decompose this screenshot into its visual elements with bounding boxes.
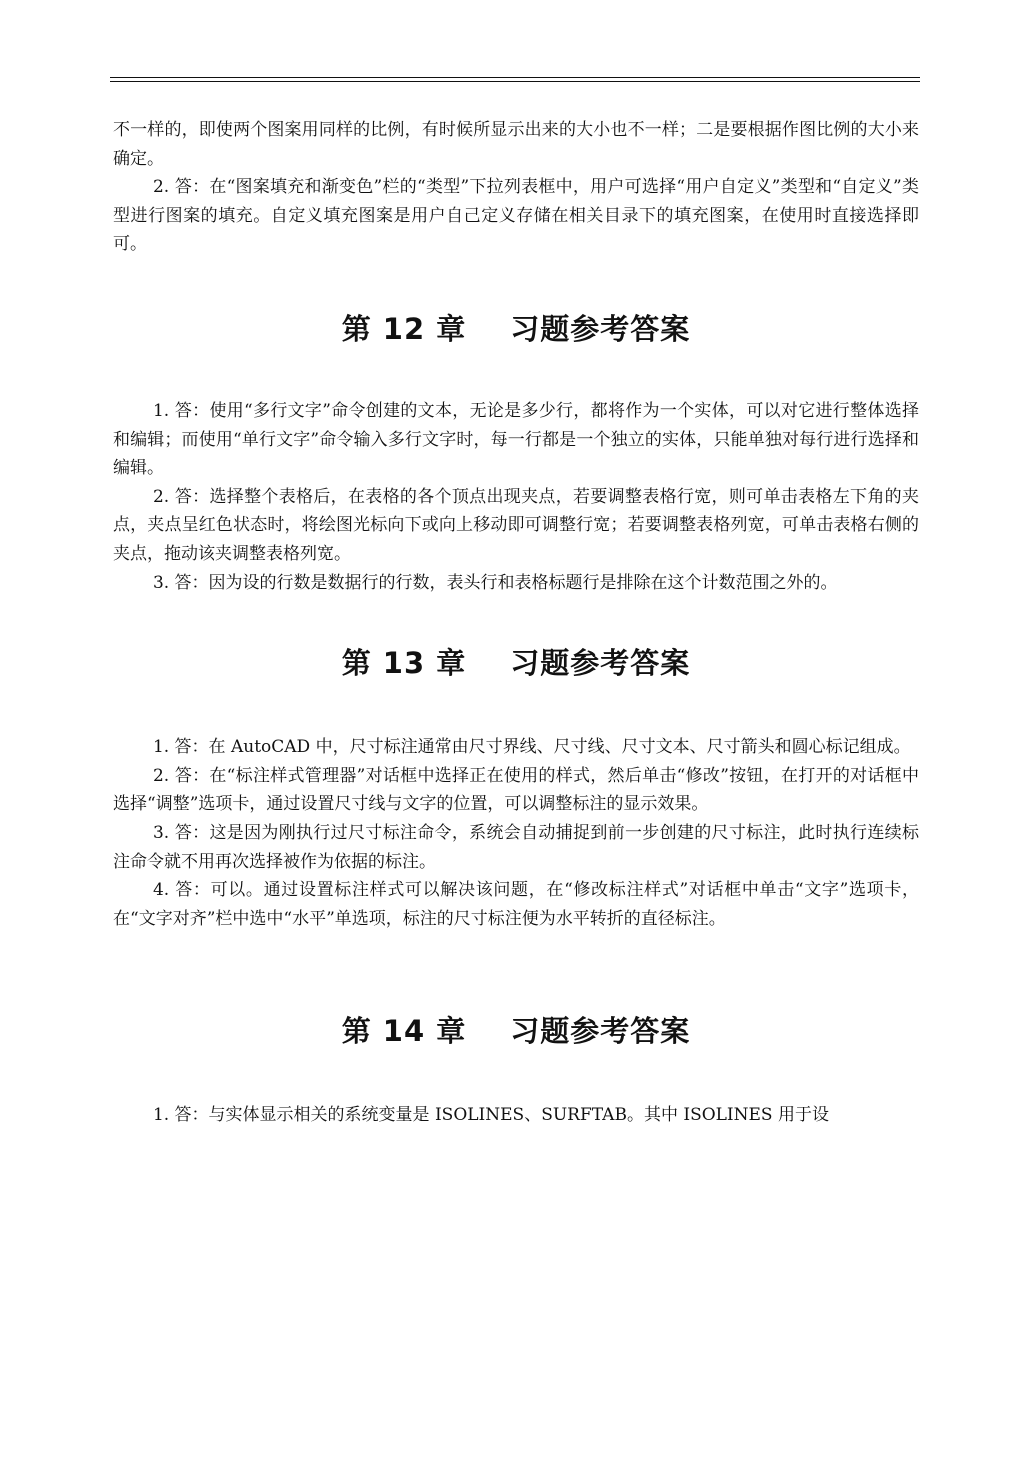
- intro-paragraph: 不一样的，即使两个图案用同样的比例，有时候所显示出来的大小也不一样；二是要根据作图比例的大小来确定。: [113, 120, 919, 169]
- chapter-number: 第 12 章: [341, 311, 467, 346]
- answer-paragraph: 1. 答：使用“多行文字”命令创建的文本，无论是多少行，都将作为一个实体，可以对它进行整体选择和编辑；而使用“单行文字”命令输入多行文字时，每一行都是一个独立的实体，只能单独对每行进行选择和编辑。: [113, 400, 919, 479]
- chapter-title: 习题参考答案: [510, 646, 691, 681]
- chapter-14-heading: [113, 1011, 919, 1051]
- chapter-number: 第 13 章: [341, 646, 467, 681]
- header-rule: [110, 77, 920, 82]
- chapter-number: 第 14 章: [341, 1014, 467, 1049]
- answer-paragraph: 4. 答：可以。通过设置标注样式可以解决该问题，在“修改标注样式”对话框中单击“文字”选项卡，在“文字对齐”栏中选中“水平”单选项，标注的尺寸标注便为水平转折的直径标注。: [113, 880, 919, 929]
- chapter-12-heading: [113, 309, 919, 349]
- answer-paragraph: 1. 答：与实体显示相关的系统变量是 ISOLINES、SURFTAB。其中 ISOLINES 用于设: [152, 1105, 829, 1126]
- answer-paragraph: 1. 答：在 AutoCAD 中，尺寸标注通常由尺寸界线、尺寸线、尺寸文本、尺寸箭头和圆心标记组成。: [152, 737, 911, 758]
- answer-paragraph: 2. 答：在“标注样式管理器”对话框中选择正在使用的样式，然后单击“修改”按钮，在打开的对话框中选择“调整”选项卡，通过设置尺寸线与文字的位置，可以调整标注的显示效果。: [113, 765, 919, 815]
- chapter-13-heading: [113, 643, 919, 683]
- answer-paragraph: 3. 答：这是因为刚执行过尺寸标注命令，系统会自动捕捉到前一步创建的尺寸标注，此时执行连续标注命令就不用再次选择被作为依据的标注。: [113, 822, 919, 872]
- chapter-title: 习题参考答案: [510, 1014, 691, 1049]
- chapter-title: 习题参考答案: [510, 311, 691, 346]
- page-content: [113, 116, 919, 1130]
- intro-paragraph: 2. 答：在“图案填充和渐变色”栏的“类型”下拉列表框中，用户可选择“用户自定义”类型和“自定义”类型进行图案的填充。自定义填充图案是用户自己定义存储在相关目录下的填充图案，在使用时直接选择即可。: [113, 177, 919, 255]
- answer-paragraph: 3. 答：因为设的行数是数据行的行数，表头行和表格标题行是排除在这个计数范围之外的。: [152, 572, 838, 593]
- answer-paragraph: 2. 答：选择整个表格后，在表格的各个顶点出现夹点，若要调整表格行宽，则可单击表格左下角的夹点，夹点呈红色状态时，将绘图光标向下或向上移动即可调整行宽；若要调整表格列宽，可单击表格右侧的夹点，拖动该夹调整表格列宽。: [113, 486, 919, 564]
